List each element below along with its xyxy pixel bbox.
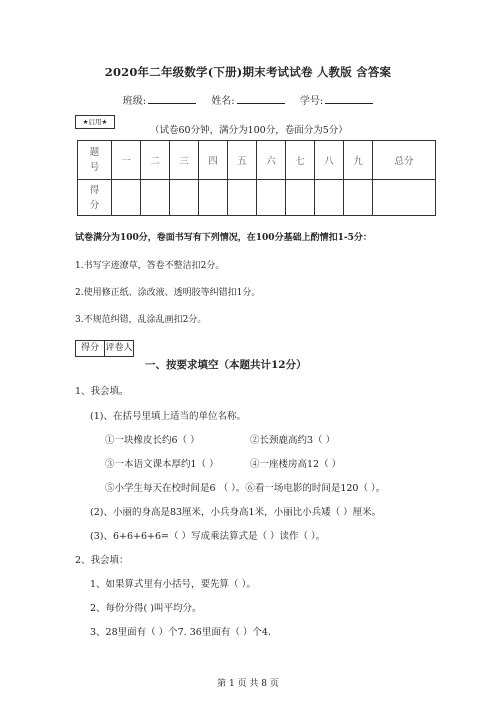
instruction-item: 1.书写字迹潦草，答卷不整洁扣2分。 <box>75 261 225 271</box>
question-1-1: (1)、在括号里填上适当的单位名称。 <box>90 411 246 422</box>
id-field <box>300 92 373 107</box>
fill-item: ②长颈鹿高约3（ ） <box>250 435 336 446</box>
question-1-2: (2)、小丽的身高是83厘米，小兵身高1米，小丽比小兵矮（ ）厘米。 <box>90 507 382 518</box>
document-title: 2020年二年级数学(下册)期末考试试卷 人教版 含答案 <box>104 65 392 79</box>
column-cell: 七 <box>286 141 315 180</box>
score-table-score-row <box>78 180 436 216</box>
column-cell: 一 <box>112 141 141 180</box>
mark-box <box>75 340 134 357</box>
column-cell: 二 <box>141 141 170 180</box>
fill-item: ⑤小学生每天在校时间是6 （ ）。⑥看一场电影的时间是120（ ）。 <box>105 483 386 494</box>
header-label: 题号 <box>89 147 100 173</box>
name-field <box>211 92 284 107</box>
question-1: 1、我会填。 <box>75 386 129 397</box>
column-cell: 九 <box>344 141 373 180</box>
total-cell: 总分 <box>373 141 436 180</box>
column-cell: 五 <box>228 141 257 180</box>
instruction-item: 3.不规范纠错，乱涂乱画扣2分。 <box>75 315 207 325</box>
id-label: 学号: <box>299 96 324 107</box>
instructions-heading: 试卷满分为100分，卷面书写有下列情况，在100分基础上酌情扣1-5分： <box>75 233 372 243</box>
score-input-cell[interactable] <box>257 180 286 216</box>
id-blank <box>325 94 373 104</box>
column-cell: 六 <box>257 141 286 180</box>
question-2-item: 2、每份分得( )叫平均分。 <box>90 603 202 614</box>
section-title: 一、按要求填空（本题共计12分） <box>145 359 307 371</box>
column-cell: 八 <box>315 141 344 180</box>
score-table-header-row <box>78 141 436 180</box>
name-blank <box>237 94 285 104</box>
question-2: 2、我会填： <box>75 555 129 566</box>
header-label-cell <box>78 141 112 180</box>
score-table <box>77 140 436 216</box>
score-input-cell[interactable] <box>170 180 199 216</box>
score-label-cell <box>78 180 112 216</box>
score-input-cell[interactable] <box>315 180 344 216</box>
question-1-3: (3)、6+6+6+6=（ ）写成乘法算式是（ ）读作（ ）。 <box>90 531 326 542</box>
question-2-item: 3、28里面有（ ）个7. 36里面有（ ）个4. <box>90 627 271 638</box>
instruction-item: 2.使用修正纸、涂改液、透明胶等纠错扣1分。 <box>75 288 261 298</box>
score-label: 得分 <box>89 184 100 211</box>
exam-note: （试卷60分钟，满分为100分，卷面分为5分） <box>150 125 348 136</box>
score-input-cell[interactable] <box>141 180 170 216</box>
question-2-item: 1、如果算式里有小括号，要先算（ ）。 <box>90 579 256 590</box>
fill-item: ①一块橡皮长约6（ ） <box>105 435 200 446</box>
score-input-cell[interactable] <box>286 180 315 216</box>
fill-item: ④一座楼房高12（ ） <box>250 459 342 470</box>
score-input-cell[interactable] <box>228 180 257 216</box>
class-label: 班级: <box>122 96 147 107</box>
total-score-input-cell[interactable] <box>373 180 436 216</box>
secret-tag: ★启用★ <box>75 115 115 129</box>
score-input-cell[interactable] <box>344 180 373 216</box>
column-cell: 三 <box>170 141 199 180</box>
class-field <box>123 92 196 107</box>
name-label: 姓名: <box>211 96 235 107</box>
score-input-cell[interactable] <box>112 180 141 216</box>
mark-box-grader: 评卷人 <box>104 341 133 356</box>
class-blank <box>148 94 196 104</box>
score-input-cell[interactable] <box>199 180 228 216</box>
fill-item: ③一本语文课本厚约1（ ） <box>105 459 219 470</box>
page-footer: 第 1 页 共 8 页 <box>217 679 279 689</box>
student-info <box>0 92 496 107</box>
column-cell: 四 <box>199 141 228 180</box>
mark-box-score: 得分 <box>80 343 99 353</box>
